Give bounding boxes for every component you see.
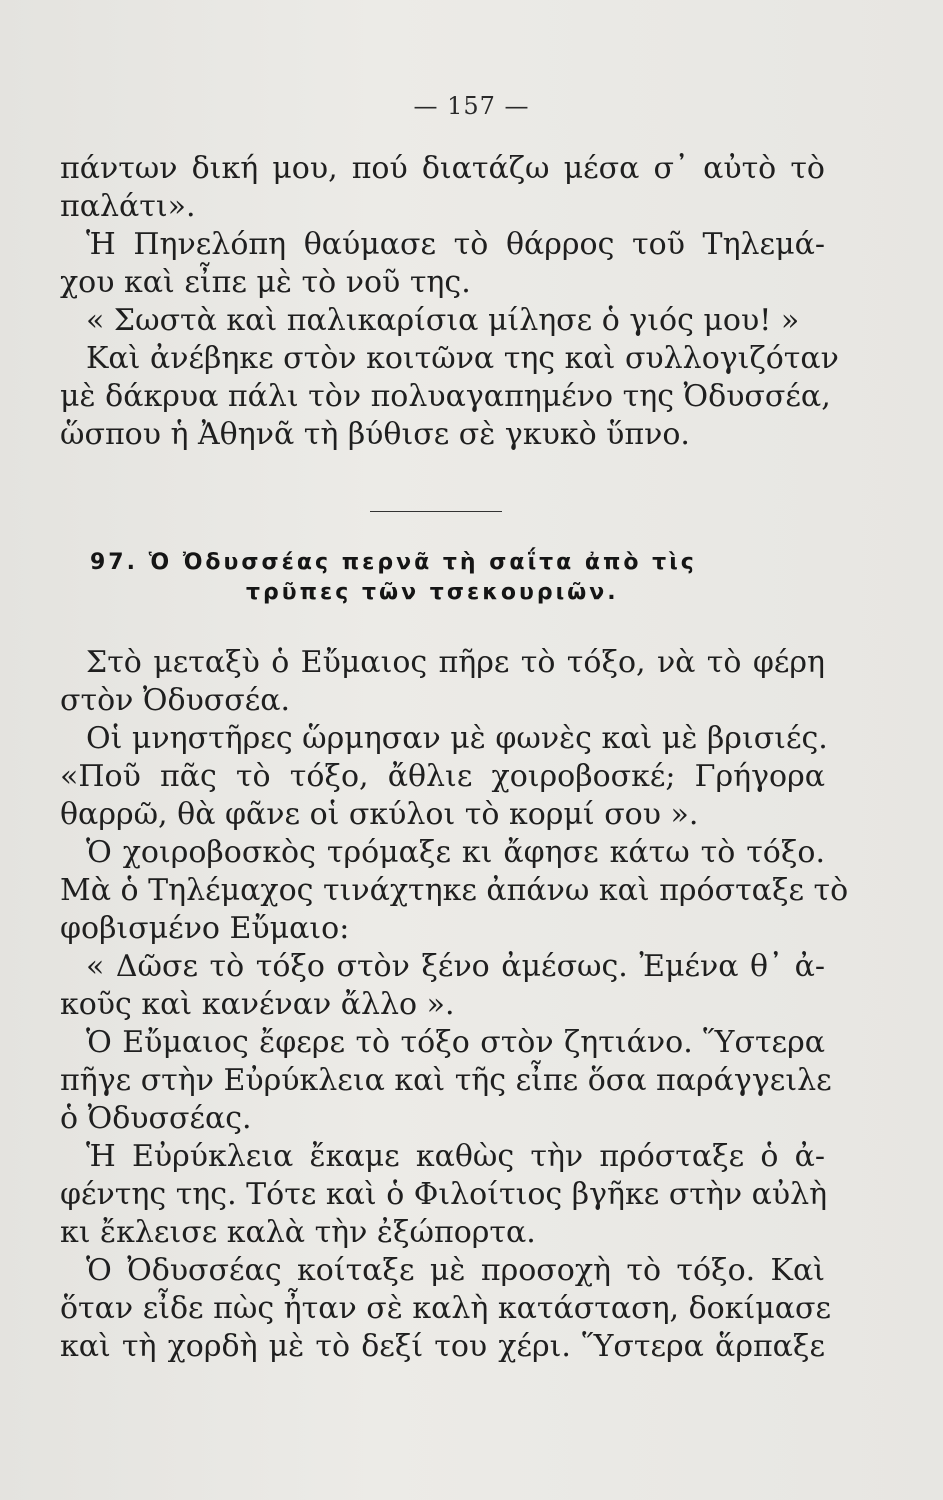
text-line: πῆγε στὴν Εὐρύκλεια καὶ τῆς εἶπε ὅσα παράγγειλε	[60, 1063, 832, 1098]
chapter-heading	[90, 548, 790, 608]
section-divider	[370, 511, 502, 512]
chapter-heading-line-2: τρῦπες τῶν τσεκουριῶν.	[246, 580, 619, 605]
text-line: κοῦς καὶ κανέναν ἄλλο ».	[60, 987, 455, 1022]
text-line: Ὁ Εὔμαιος ἔφερε τὸ τόξο στὸν ζητιάνο. Ὕστερα	[86, 1025, 825, 1060]
text-line: «Ποῦ πᾶς τὸ τόξο, ἄθλιε χοιροβοσκέ; Γρήγορα	[60, 759, 825, 794]
text-line: Ἡ Εὐρύκλεια ἔκαμε καθὼς τὴν πρόσταξε ὁ ἀ-	[86, 1139, 825, 1174]
text-line: Ὁ Ὀδυσσέας κοίταξε μὲ προσοχὴ τὸ τόξο. Καὶ	[86, 1253, 825, 1288]
text-line: ὁ Ὀδυσσέας.	[60, 1101, 252, 1136]
text-line: Ὁ χοιροβοσκὸς τρόμαξε κι ἄφησε κάτω τὸ τόξο.	[86, 835, 825, 870]
text-line: χου καὶ εἶπε μὲ τὸ νοῦ της.	[60, 265, 471, 300]
text-line: « Σωστὰ καὶ παλικαρίσια μίλησε ὁ γιός μου! »	[86, 303, 800, 338]
text-line: στὸν Ὀδυσσέα.	[60, 683, 291, 718]
text-line: φοβισμένο Εὔμαιο:	[60, 911, 350, 946]
page-number: — 157 —	[413, 92, 530, 120]
text-line: μὲ δάκρυα πάλι τὸν πολυαγαπημένο της Ὀδυσσέα,	[60, 379, 831, 414]
text-line: θαρρῶ, θὰ φᾶνε οἱ σκύλοι τὸ κορμί σου ».	[60, 797, 699, 832]
text-section-1	[60, 150, 839, 454]
text-line: πάντων δική μου, πού διατάζω μέσα σ᾽ αὐτὸ τὸ	[60, 151, 825, 186]
text-line: Ἡ Πηνελόπη θαύμασε τὸ θάρρος τοῦ Τηλεμά-	[86, 227, 825, 262]
text-section-2	[60, 644, 849, 1366]
text-line: ὅταν εἶδε πὼς ἦταν σὲ καλὴ κατάσταση, δοκίμασε	[60, 1291, 832, 1326]
chapter-heading-line-1: 97. Ὁ Ὀδυσσέας περνᾶ τὴ σαΐτα ἀπὸ τὶς	[90, 550, 697, 575]
text-line: Στὸ μεταξὺ ὁ Εὔμαιος πῆρε τὸ τόξο, νὰ τὸ φέρη	[86, 645, 825, 680]
text-line: φέντης της. Τότε καὶ ὁ Φιλοίτιος βγῆκε στὴν αὐλὴ	[60, 1177, 828, 1212]
text-line: Καὶ ἀνέβηκε στὸν κοιτῶνα της καὶ συλλογιζόταν	[86, 341, 839, 376]
text-line: παλάτι».	[60, 189, 196, 224]
text-line: κι ἔκλεισε καλὰ τὴν ἐξώπορτα.	[60, 1215, 536, 1250]
text-line: ὥσπου ἡ Ἀθηνᾶ τὴ βύθισε σὲ γκυκὸ ὕπνο.	[60, 417, 690, 452]
text-line: καὶ τὴ χορδὴ μὲ τὸ δεξί του χέρι. Ὕστερα ἅρπαξε	[60, 1329, 825, 1364]
text-line: « Δῶσε τὸ τόξο στὸν ξένο ἀμέσως. Ἐμένα θ᾽ ἀ-	[86, 949, 825, 984]
text-line: Μὰ ὁ Τηλέμαχος τινάχτηκε ἀπάνω καὶ πρόσταξε τὸ	[60, 873, 849, 908]
text-line: Οἱ μνηστῆρες ὥρμησαν μὲ φωνὲς καὶ μὲ βρισιές.	[86, 721, 828, 756]
